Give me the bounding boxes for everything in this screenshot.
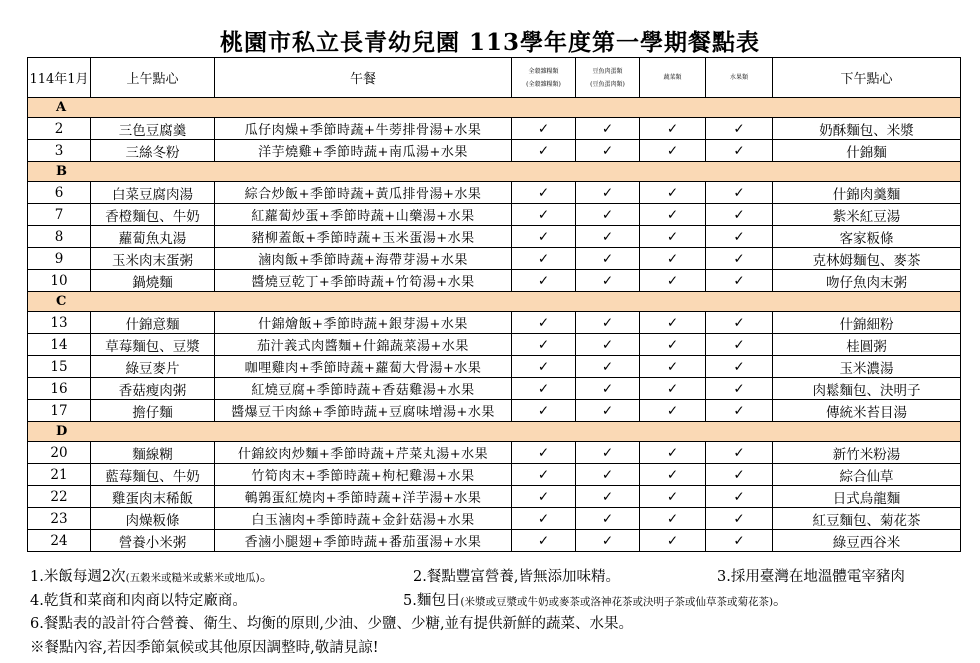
table-row <box>28 530 961 552</box>
notes-line-1 <box>30 566 970 590</box>
date-cell: 15 <box>28 356 91 378</box>
fruit-check-icon: ✓ <box>706 118 773 140</box>
table-row <box>28 400 961 422</box>
vegetables-check-icon: ✓ <box>640 270 706 292</box>
morning-snack-cell: 三絲冬粉 <box>91 140 215 162</box>
protein-check-icon: ✓ <box>576 204 640 226</box>
afternoon-snack-cell: 什錦麵 <box>773 140 961 162</box>
lunch-cell: 瓜仔肉燥+季節時蔬+牛蒡排骨湯+水果 <box>215 118 512 140</box>
week-row <box>28 98 961 118</box>
morning-snack-cell: 白菜豆腐肉湯 <box>91 182 215 204</box>
notes <box>30 566 970 660</box>
protein-check-icon: ✓ <box>576 270 640 292</box>
vegetables-check-icon: ✓ <box>640 486 706 508</box>
afternoon-snack-cell: 傳統米苔目湯 <box>773 400 961 422</box>
morning-snack-cell: 三色豆腐羹 <box>91 118 215 140</box>
notes-line-2 <box>30 590 970 614</box>
lunch-cell: 咖哩雞肉+季節時蔬+蘿蔔大骨湯+水果 <box>215 356 512 378</box>
week-label: C <box>28 292 961 312</box>
header-grains <box>512 58 576 98</box>
header-grains-line2: (全穀雜糧類) <box>526 80 561 88</box>
header-fruit: 水果類 <box>706 58 773 98</box>
lunch-cell: 醬爆豆干肉絲+季節時蔬+豆腐味增湯+水果 <box>215 400 512 422</box>
fruit-check-icon: ✓ <box>706 486 773 508</box>
fruit-check-icon: ✓ <box>706 182 773 204</box>
fruit-check-icon: ✓ <box>706 378 773 400</box>
morning-snack-cell: 什錦意麵 <box>91 312 215 334</box>
afternoon-snack-cell: 新竹米粉湯 <box>773 442 961 464</box>
vegetables-check-icon: ✓ <box>640 356 706 378</box>
header-grains-line1: 全穀雜糧類 <box>528 67 559 75</box>
protein-check-icon: ✓ <box>576 442 640 464</box>
fruit-check-icon: ✓ <box>706 204 773 226</box>
protein-check-icon: ✓ <box>576 400 640 422</box>
date-cell: 6 <box>28 182 91 204</box>
afternoon-snack-cell: 肉鬆麵包、決明子 <box>773 378 961 400</box>
grains-check-icon: ✓ <box>512 270 576 292</box>
table-row <box>28 226 961 248</box>
morning-snack-cell: 草莓麵包、豆漿 <box>91 334 215 356</box>
grains-check-icon: ✓ <box>512 508 576 530</box>
table-row <box>28 334 961 356</box>
table-row <box>28 508 961 530</box>
header-morning-snack: 上午點心 <box>91 58 215 98</box>
protein-check-icon: ✓ <box>576 118 640 140</box>
note-7: ※餐點內容,若因季節氣候或其他原因調整時,敬請見諒! <box>30 639 379 656</box>
grains-check-icon: ✓ <box>512 248 576 270</box>
grains-check-icon: ✓ <box>512 140 576 162</box>
vegetables-check-icon: ✓ <box>640 464 706 486</box>
lunch-cell: 白玉滷肉+季節時蔬+金針菇湯+水果 <box>215 508 512 530</box>
vegetables-check-icon: ✓ <box>640 140 706 162</box>
fruit-check-icon: ✓ <box>706 464 773 486</box>
table-row <box>28 464 961 486</box>
lunch-cell: 鵪鶉蛋紅燒肉+季節時蔬+洋芋湯+水果 <box>215 486 512 508</box>
table-row <box>28 118 961 140</box>
protein-check-icon: ✓ <box>576 378 640 400</box>
protein-check-icon: ✓ <box>576 464 640 486</box>
table-row <box>28 442 961 464</box>
afternoon-snack-cell: 客家粄條 <box>773 226 961 248</box>
date-cell: 24 <box>28 530 91 552</box>
fruit-check-icon: ✓ <box>706 508 773 530</box>
note-5 <box>403 590 788 615</box>
grains-check-icon: ✓ <box>512 356 576 378</box>
date-cell: 3 <box>28 140 91 162</box>
grains-check-icon: ✓ <box>512 378 576 400</box>
lunch-cell: 豬柳蓋飯+季節時蔬+玉米蛋湯+水果 <box>215 226 512 248</box>
table-row <box>28 486 961 508</box>
grains-check-icon: ✓ <box>512 204 576 226</box>
morning-snack-cell: 香菇瘦肉粥 <box>91 378 215 400</box>
morning-snack-cell: 玉米肉末蛋粥 <box>91 248 215 270</box>
header-afternoon-snack: 下午點心 <box>773 58 961 98</box>
table-row <box>28 356 961 378</box>
afternoon-snack-cell: 綜合仙草 <box>773 464 961 486</box>
date-cell: 7 <box>28 204 91 226</box>
table-row <box>28 270 961 292</box>
fruit-check-icon: ✓ <box>706 270 773 292</box>
fruit-check-icon: ✓ <box>706 312 773 334</box>
vegetables-check-icon: ✓ <box>640 182 706 204</box>
protein-check-icon: ✓ <box>576 182 640 204</box>
week-row <box>28 162 961 182</box>
vegetables-check-icon: ✓ <box>640 204 706 226</box>
fruit-check-icon: ✓ <box>706 226 773 248</box>
page-title: 桃園市私立長青幼兒園 113學年度第一學期餐點表 <box>219 29 761 56</box>
date-cell: 17 <box>28 400 91 422</box>
afternoon-snack-cell: 什錦細粉 <box>773 312 961 334</box>
lunch-cell: 洋芋燒雞+季節時蔬+南瓜湯+水果 <box>215 140 512 162</box>
lunch-cell: 紅燒豆腐+季節時蔬+香菇雞湯+水果 <box>215 378 512 400</box>
lunch-cell: 香滷小腿翅+季節時蔬+番茄蛋湯+水果 <box>215 530 512 552</box>
date-cell: 13 <box>28 312 91 334</box>
table-body <box>28 98 961 552</box>
grains-check-icon: ✓ <box>512 312 576 334</box>
protein-check-icon: ✓ <box>576 334 640 356</box>
vegetables-check-icon: ✓ <box>640 400 706 422</box>
notes-line-4 <box>30 637 970 661</box>
note-2: 2.餐點豐富營養,皆無添加味精。 <box>413 569 620 585</box>
header-lunch: 午餐 <box>215 58 512 98</box>
afternoon-snack-cell: 綠豆西谷米 <box>773 530 961 552</box>
morning-snack-cell: 雞蛋肉末稀飯 <box>91 486 215 508</box>
fruit-check-icon: ✓ <box>706 140 773 162</box>
fruit-check-icon: ✓ <box>706 248 773 270</box>
note-5-detail: (米漿或豆漿或牛奶或麥茶或洛神花茶或決明子茶或仙草茶或菊花茶) <box>460 595 774 608</box>
vegetables-check-icon: ✓ <box>640 530 706 552</box>
lunch-cell: 什錦燴飯+季節時蔬+銀芽湯+水果 <box>215 312 512 334</box>
date-cell: 14 <box>28 334 91 356</box>
protein-check-icon: ✓ <box>576 248 640 270</box>
afternoon-snack-cell: 什錦肉羹麵 <box>773 182 961 204</box>
afternoon-snack-cell: 紅豆麵包、菊花茶 <box>773 508 961 530</box>
lunch-cell: 綜合炒飯+季節時蔬+黃瓜排骨湯+水果 <box>215 182 512 204</box>
protein-check-icon: ✓ <box>576 140 640 162</box>
meal-plan-table <box>27 57 961 552</box>
protein-check-icon: ✓ <box>576 508 640 530</box>
note-4: 4.乾貨和菜商和肉商以特定廠商。 <box>30 592 247 609</box>
header-protein-line2: (豆魚蛋肉類) <box>590 80 625 88</box>
table-row <box>28 140 961 162</box>
morning-snack-cell: 麵線糊 <box>91 442 215 464</box>
lunch-cell: 滷肉飯+季節時蔬+海帶芽湯+水果 <box>215 248 512 270</box>
grains-check-icon: ✓ <box>512 486 576 508</box>
afternoon-snack-cell: 玉米濃湯 <box>773 356 961 378</box>
note-1 <box>30 569 274 585</box>
date-cell: 8 <box>28 226 91 248</box>
morning-snack-cell: 蘿蔔魚丸湯 <box>91 226 215 248</box>
header-vegetables: 蔬菜類 <box>640 58 706 98</box>
vegetables-check-icon: ✓ <box>640 508 706 530</box>
note-3: 3.採用臺灣在地溫體電宰豬肉 <box>717 569 905 585</box>
afternoon-snack-cell: 紫米紅豆湯 <box>773 204 961 226</box>
date-cell: 10 <box>28 270 91 292</box>
grains-check-icon: ✓ <box>512 530 576 552</box>
vegetables-check-icon: ✓ <box>640 312 706 334</box>
lunch-cell: 醬燒豆乾丁+季節時蔬+竹筍湯+水果 <box>215 270 512 292</box>
morning-snack-cell: 藍莓麵包、牛奶 <box>91 464 215 486</box>
fruit-check-icon: ✓ <box>706 400 773 422</box>
grains-check-icon: ✓ <box>512 226 576 248</box>
vegetables-check-icon: ✓ <box>640 248 706 270</box>
lunch-cell: 茄汁義式肉醬麵+什錦蔬菜湯+水果 <box>215 334 512 356</box>
afternoon-snack-cell: 桂圓粥 <box>773 334 961 356</box>
afternoon-snack-cell: 吻仔魚肉末粥 <box>773 270 961 292</box>
header-date: 114年1月 <box>28 58 91 98</box>
morning-snack-cell: 鍋燒麵 <box>91 270 215 292</box>
vegetables-check-icon: ✓ <box>640 118 706 140</box>
vegetables-check-icon: ✓ <box>640 442 706 464</box>
date-cell: 21 <box>28 464 91 486</box>
header-protein <box>576 58 640 98</box>
week-row <box>28 422 961 442</box>
notes-line-3 <box>30 613 970 637</box>
table-row <box>28 378 961 400</box>
note-5-main: 5.麵包日 <box>403 592 461 609</box>
grains-check-icon: ✓ <box>512 464 576 486</box>
protein-check-icon: ✓ <box>576 530 640 552</box>
table-row <box>28 248 961 270</box>
date-cell: 9 <box>28 248 91 270</box>
grains-check-icon: ✓ <box>512 118 576 140</box>
vegetables-check-icon: ✓ <box>640 226 706 248</box>
table-header-row <box>28 58 961 98</box>
header-protein-line1: 豆魚肉蛋類 <box>592 67 623 75</box>
date-cell: 2 <box>28 118 91 140</box>
afternoon-snack-cell: 克林姆麵包、麥茶 <box>773 248 961 270</box>
protein-check-icon: ✓ <box>576 486 640 508</box>
grains-check-icon: ✓ <box>512 400 576 422</box>
afternoon-snack-cell: 奶酥麵包、米漿 <box>773 118 961 140</box>
lunch-cell: 竹筍肉末+季節時蔬+枸杞雞湯+水果 <box>215 464 512 486</box>
grains-check-icon: ✓ <box>512 442 576 464</box>
table-row <box>28 204 961 226</box>
vegetables-check-icon: ✓ <box>640 378 706 400</box>
date-cell: 16 <box>28 378 91 400</box>
week-row <box>28 292 961 312</box>
date-cell: 20 <box>28 442 91 464</box>
morning-snack-cell: 香橙麵包、牛奶 <box>91 204 215 226</box>
protein-check-icon: ✓ <box>576 226 640 248</box>
note-6: 6.餐點表的設計符合營養、衛生、均衡的原則,少油、少鹽、少糖,並有提供新鮮的蔬菜、水果。 <box>30 616 634 632</box>
note-1-end: 。 <box>259 569 275 585</box>
table-row <box>28 182 961 204</box>
week-label: B <box>28 162 961 182</box>
morning-snack-cell: 擔仔麵 <box>91 400 215 422</box>
grains-check-icon: ✓ <box>512 334 576 356</box>
morning-snack-cell: 綠豆麥片 <box>91 356 215 378</box>
fruit-check-icon: ✓ <box>706 334 773 356</box>
fruit-check-icon: ✓ <box>706 442 773 464</box>
lunch-cell: 紅蘿蔔炒蛋+季節時蔬+山藥湯+水果 <box>215 204 512 226</box>
protein-check-icon: ✓ <box>576 312 640 334</box>
morning-snack-cell: 營養小米粥 <box>91 530 215 552</box>
morning-snack-cell: 肉燥粄條 <box>91 508 215 530</box>
week-label: D <box>28 422 961 442</box>
fruit-check-icon: ✓ <box>706 356 773 378</box>
date-cell: 23 <box>28 508 91 530</box>
date-cell: 22 <box>28 486 91 508</box>
week-label: A <box>28 98 961 118</box>
table-row <box>28 312 961 334</box>
grains-check-icon: ✓ <box>512 182 576 204</box>
protein-check-icon: ✓ <box>576 356 640 378</box>
vegetables-check-icon: ✓ <box>640 334 706 356</box>
note-5-end: 。 <box>773 592 788 609</box>
note-1-detail: (五穀米或糙米或紫米或地瓜) <box>125 572 260 584</box>
afternoon-snack-cell: 日式烏龍麵 <box>773 486 961 508</box>
lunch-cell: 什錦絞肉炒麵+季節時蔬+芹菜丸湯+水果 <box>215 442 512 464</box>
note-1-main: 1.米飯每週2次 <box>30 569 126 585</box>
fruit-check-icon: ✓ <box>706 530 773 552</box>
